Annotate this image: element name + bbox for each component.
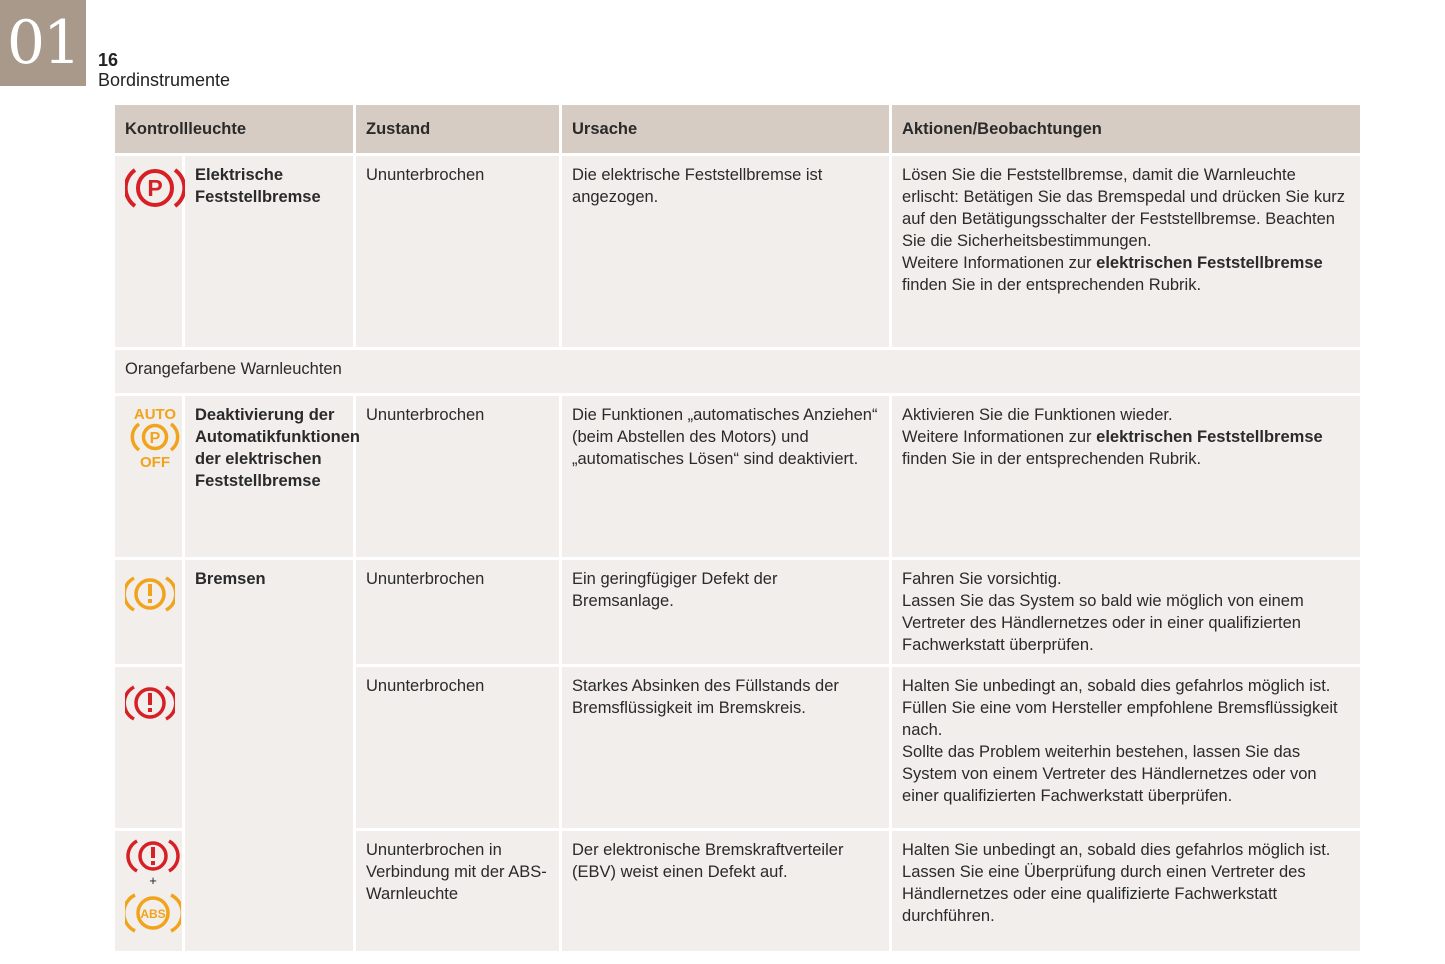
warning-name-line: Feststellbremse: [195, 188, 321, 206]
chapter-number: 01: [0, 0, 86, 86]
page-number: 16: [98, 50, 119, 70]
state-cell: Ununterbrochen: [355, 155, 561, 349]
group-row: [114, 349, 1362, 395]
brake-warning-red-icon: [125, 683, 175, 729]
table-row: [114, 395, 1362, 559]
brake-warning-orange-icon: [125, 574, 175, 620]
icon-auto-label: AUTO: [133, 406, 177, 423]
action-more-suffix: finden Sie in der entsprechenden Rubrik.: [902, 450, 1202, 468]
action-cell: [891, 830, 1362, 953]
cause-cell: Ein geringfügiger Defekt der Bremsanlage.: [561, 559, 891, 666]
action-more-bold: elektrischen Feststellbremse: [1096, 428, 1323, 446]
abs-label: ABS: [140, 907, 166, 921]
action-line: Fahren Sie vorsichtig.: [902, 570, 1062, 588]
state-cell: Ununterbrochen: [355, 559, 561, 666]
parking-brake-red-icon: [125, 164, 185, 218]
action-more-bold: elektrischen Feststellbremse: [1096, 254, 1323, 272]
column-header: Aktionen/Beobachtungen: [891, 104, 1362, 155]
icon-off-label: OFF: [140, 454, 170, 470]
column-header: Kontrollleuchte: [114, 104, 355, 155]
warning-lights-table: [112, 102, 1363, 954]
svg-text:P: P: [147, 175, 163, 201]
icon-cell: [114, 395, 184, 559]
cause-cell: Die elektrische Feststellbremse ist angezogen.: [561, 155, 891, 349]
action-line: Lassen Sie eine Überprüfung durch einen Vertreter des Händlernetzes oder eine qualifizierte Fachwerkstatt durchführen.: [902, 863, 1306, 925]
section-title: Bordinstrumente: [98, 70, 231, 90]
action-line: Halten Sie unbedingt an, sobald dies gefahrlos möglich ist.: [902, 677, 1331, 695]
auto-parking-brake-off-icon: [125, 404, 185, 476]
plus-sign: +: [149, 873, 157, 888]
warning-name-line: Elektrische: [195, 166, 284, 184]
action-line: Sollte das Problem weiterhin bestehen, lassen Sie das System von einem Vertreter des Händlernetzes oder von einer qualifizierten Fachwerkstatt überprüfen.: [902, 743, 1317, 805]
group-label: Orangefarbene Warnleuchten: [114, 349, 1362, 395]
warning-name: Bremsen: [184, 559, 355, 953]
column-header: Ursache: [561, 104, 891, 155]
svg-text:P: P: [149, 430, 161, 447]
icon-cell: [114, 559, 184, 666]
action-cell: [891, 395, 1362, 559]
action-cell: [891, 559, 1362, 666]
action-cell: [891, 155, 1362, 349]
cause-cell: Der elektronische Bremskraftverteiler (EBV) weist einen Defekt auf.: [561, 830, 891, 953]
action-cell: [891, 666, 1362, 830]
state-cell: Ununterbrochen: [355, 395, 561, 559]
warning-name: [184, 155, 355, 349]
table-row: [114, 559, 1362, 666]
action-more-suffix: finden Sie in der entsprechenden Rubrik.: [902, 276, 1202, 294]
table-header-row: [114, 104, 1362, 155]
icon-cell: [114, 155, 184, 349]
column-header: Zustand: [355, 104, 561, 155]
action-text: Aktivieren Sie die Funktionen wieder.: [902, 406, 1173, 424]
cause-cell: Die Funktionen „automatisches Anziehen“ (beim Abstellen des Motors) und „automatisches Lösen“ sind deaktiviert.: [561, 395, 891, 559]
state-cell: Ununterbrochen in Verbindung mit der ABS-Warnleuchte: [355, 830, 561, 953]
action-line: Füllen Sie eine vom Hersteller empfohlene Bremsflüssigkeit nach.: [902, 699, 1338, 739]
warning-name: Deaktivierung der Automatikfunktionen der elektrischen Feststellbremse: [184, 395, 355, 559]
action-line: Lassen Sie das System so bald wie möglich von einem Vertreter des Händlernetzes oder in einer qualifizierten Fachwerkstatt überprüfen.: [902, 592, 1304, 654]
icon-cell: [114, 666, 184, 830]
action-more-prefix: Weitere Informationen zur: [902, 428, 1097, 446]
action-text: Lösen Sie die Feststellbremse, damit die Warnleuchte erlischt: Betätigen Sie das Bremspedal und drücken Sie kurz auf den Betätigungsschalter der Feststellbremse. Beachten Sie die Sicherheitsbestimmungen.: [902, 166, 1346, 250]
icon-cell: [114, 830, 184, 953]
action-more-prefix: Weitere Informationen zur: [902, 254, 1097, 272]
table-row: [114, 155, 1362, 349]
action-line: Halten Sie unbedingt an, sobald dies gefahrlos möglich ist.: [902, 841, 1331, 859]
cause-cell: Starkes Absinken des Füllstands der Bremsflüssigkeit im Bremskreis.: [561, 666, 891, 830]
brake-warning-plus-abs-icon: [125, 837, 181, 943]
state-cell: Ununterbrochen: [355, 666, 561, 830]
